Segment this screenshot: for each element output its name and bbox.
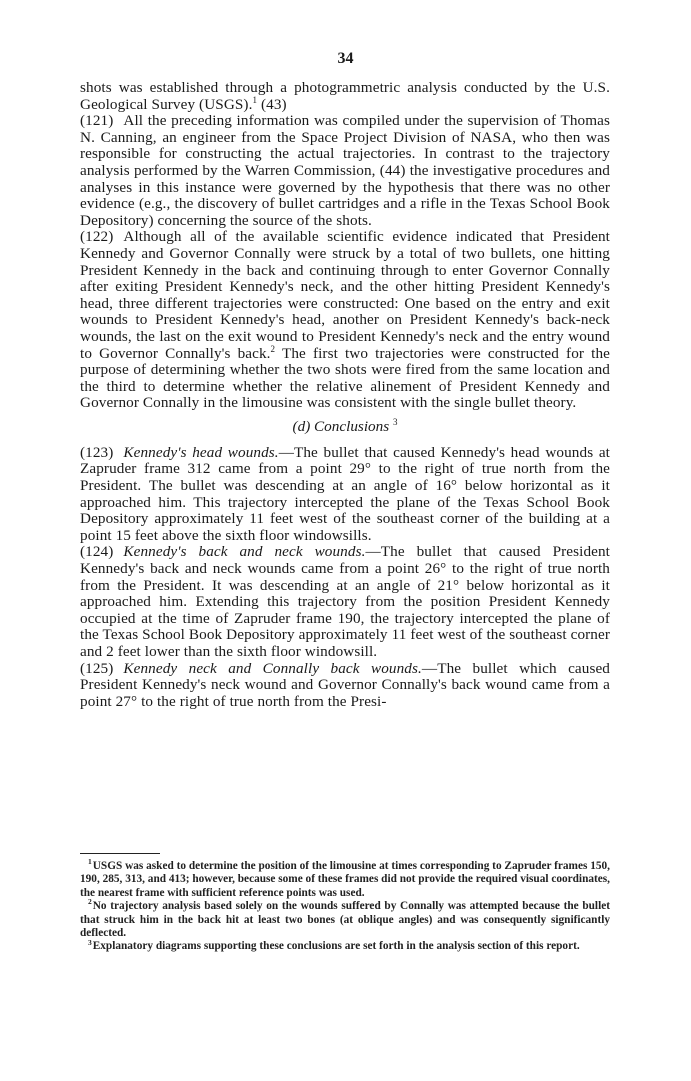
paragraph-title: Kennedy's back and neck wounds.: [123, 543, 366, 561]
footnote-text: Explanatory diagrams supporting these conclusions are set forth in the analysis section of this report.: [92, 940, 580, 953]
paragraph-title: Kennedy's head wounds.: [123, 443, 279, 461]
footnote-text: No trajectory analysis based solely on the wounds suffered by Connally was attempted because the bullet that struck him in the back hit at least two bones (at oblique angles) and was consequently significantly deflected.: [80, 900, 610, 940]
paragraph-125: [80, 661, 610, 711]
footnote-number: 2: [88, 897, 92, 907]
paragraph-text: —The bullet which caused President Kennedy's neck wound and Governor Connally's back wound came from a point 27° to the right of true north from the Presi-: [80, 659, 610, 710]
paragraph-number: (124): [80, 543, 114, 561]
footnote-number: 3: [88, 937, 92, 947]
footnote: [80, 897, 610, 940]
paragraph-text: shots was established through a photogrammetric analysis conducted by the U.S. Geological Survey (USGS).: [80, 79, 610, 113]
paragraph-number: (122): [80, 228, 114, 246]
footnote-mark: 2: [270, 343, 276, 354]
paragraph-title: Kennedy neck and Connally back wounds.: [123, 659, 422, 677]
footnote: [80, 857, 610, 900]
section-heading: [80, 418, 610, 435]
section-heading-label: (d) Conclusions: [292, 417, 390, 435]
footnotes: [80, 857, 610, 954]
paragraph-121: [80, 113, 610, 229]
paragraph-124: [80, 544, 610, 660]
footnote-text: USGS was asked to determine the position of the limousine at times corresponding to Zapruder frames 150, 190, 285, 313, and 413; however, because some of these frames did not provide the required visual coordinates, the nearest frame with sufficient reference points was used.: [80, 860, 610, 899]
paragraph-text-continued: The first two trajectories were constructed for the purpose of determining whether the two shots were fired from the same location and the third to determine whether the relative alinement of President Kennedy and Governor Connally in the limousine was consistent with the single bullet theory.: [80, 344, 610, 412]
footnote-divider: [80, 853, 160, 854]
page-number: 34: [337, 50, 354, 67]
paragraph-number: (125): [80, 659, 114, 677]
paragraph-text: —The bullet that caused Kennedy's head wounds at Zapruder frame 312 came from a point 29° to the right of true north from the President. The bullet was descending at an angle of 16° below horizontal as it approached him. This trajectory intercepted the plane of the Texas School Book Depository approximately 11 feet west of the southeast corner of the building at a point 15 feet above the sixth floor windowsills.: [80, 443, 610, 544]
paragraph-text: —The bullet that caused President Kennedy's back and neck wounds came from a point 26° to the right of true north from the President. It was descending at an angle of 21° below horizontal as it approached him. Extending this trajectory from the position President Kennedy occupied at the time of Zapruder frame 190, the trajectory intercepted the plane of the Texas School Book Depository approximately 11 feet west of the southeast corner and 2 feet lower than the sixth floor windowsill.: [80, 543, 610, 660]
footnote-mark: 3: [392, 416, 398, 427]
footnote-number: 1: [88, 857, 92, 867]
paragraph-text-continued: (43): [257, 95, 287, 113]
footnote: [80, 937, 610, 953]
paragraph-123: [80, 445, 610, 545]
paragraph-text: Although all of the available scientific evidence indicated that President Kennedy and Governor Connally were struck by a total of two bullets, one hitting President Kennedy in the back and continuing through to enter Governor Connally after exiting President Kennedy's neck, and the other hitting President Kennedy's head, three different trajectories were constructed: One based on the entry and exit wounds to President Kennedy's head, another on President Kennedy's back-neck wounds, the last on the exit wound to President Kennedy's neck and the entry wound to Governor Connally's back.: [80, 228, 610, 362]
paragraph-number: (123): [80, 443, 114, 461]
paragraph-intro: [80, 80, 610, 113]
paragraph-122: [80, 229, 610, 412]
paragraph-text: All the preceding information was compiled under the supervision of Thomas N. Canning, an engineer from the Space Project Division of NASA, who then was responsible for constructing the actual trajectories. In contrast to the trajectory analysis performed by the Warren Commission, (44) the investigative procedures and analyses in this instance were governed by the hypothesis that there was no other evidence (e.g., the discovery of bullet cartridges and a rifle in the Texas School Book Depository) concerning the source of the shots.: [80, 112, 610, 229]
paragraph-number: (121): [80, 112, 114, 130]
footnote-mark: 1: [252, 94, 258, 105]
body-text: [80, 80, 610, 710]
